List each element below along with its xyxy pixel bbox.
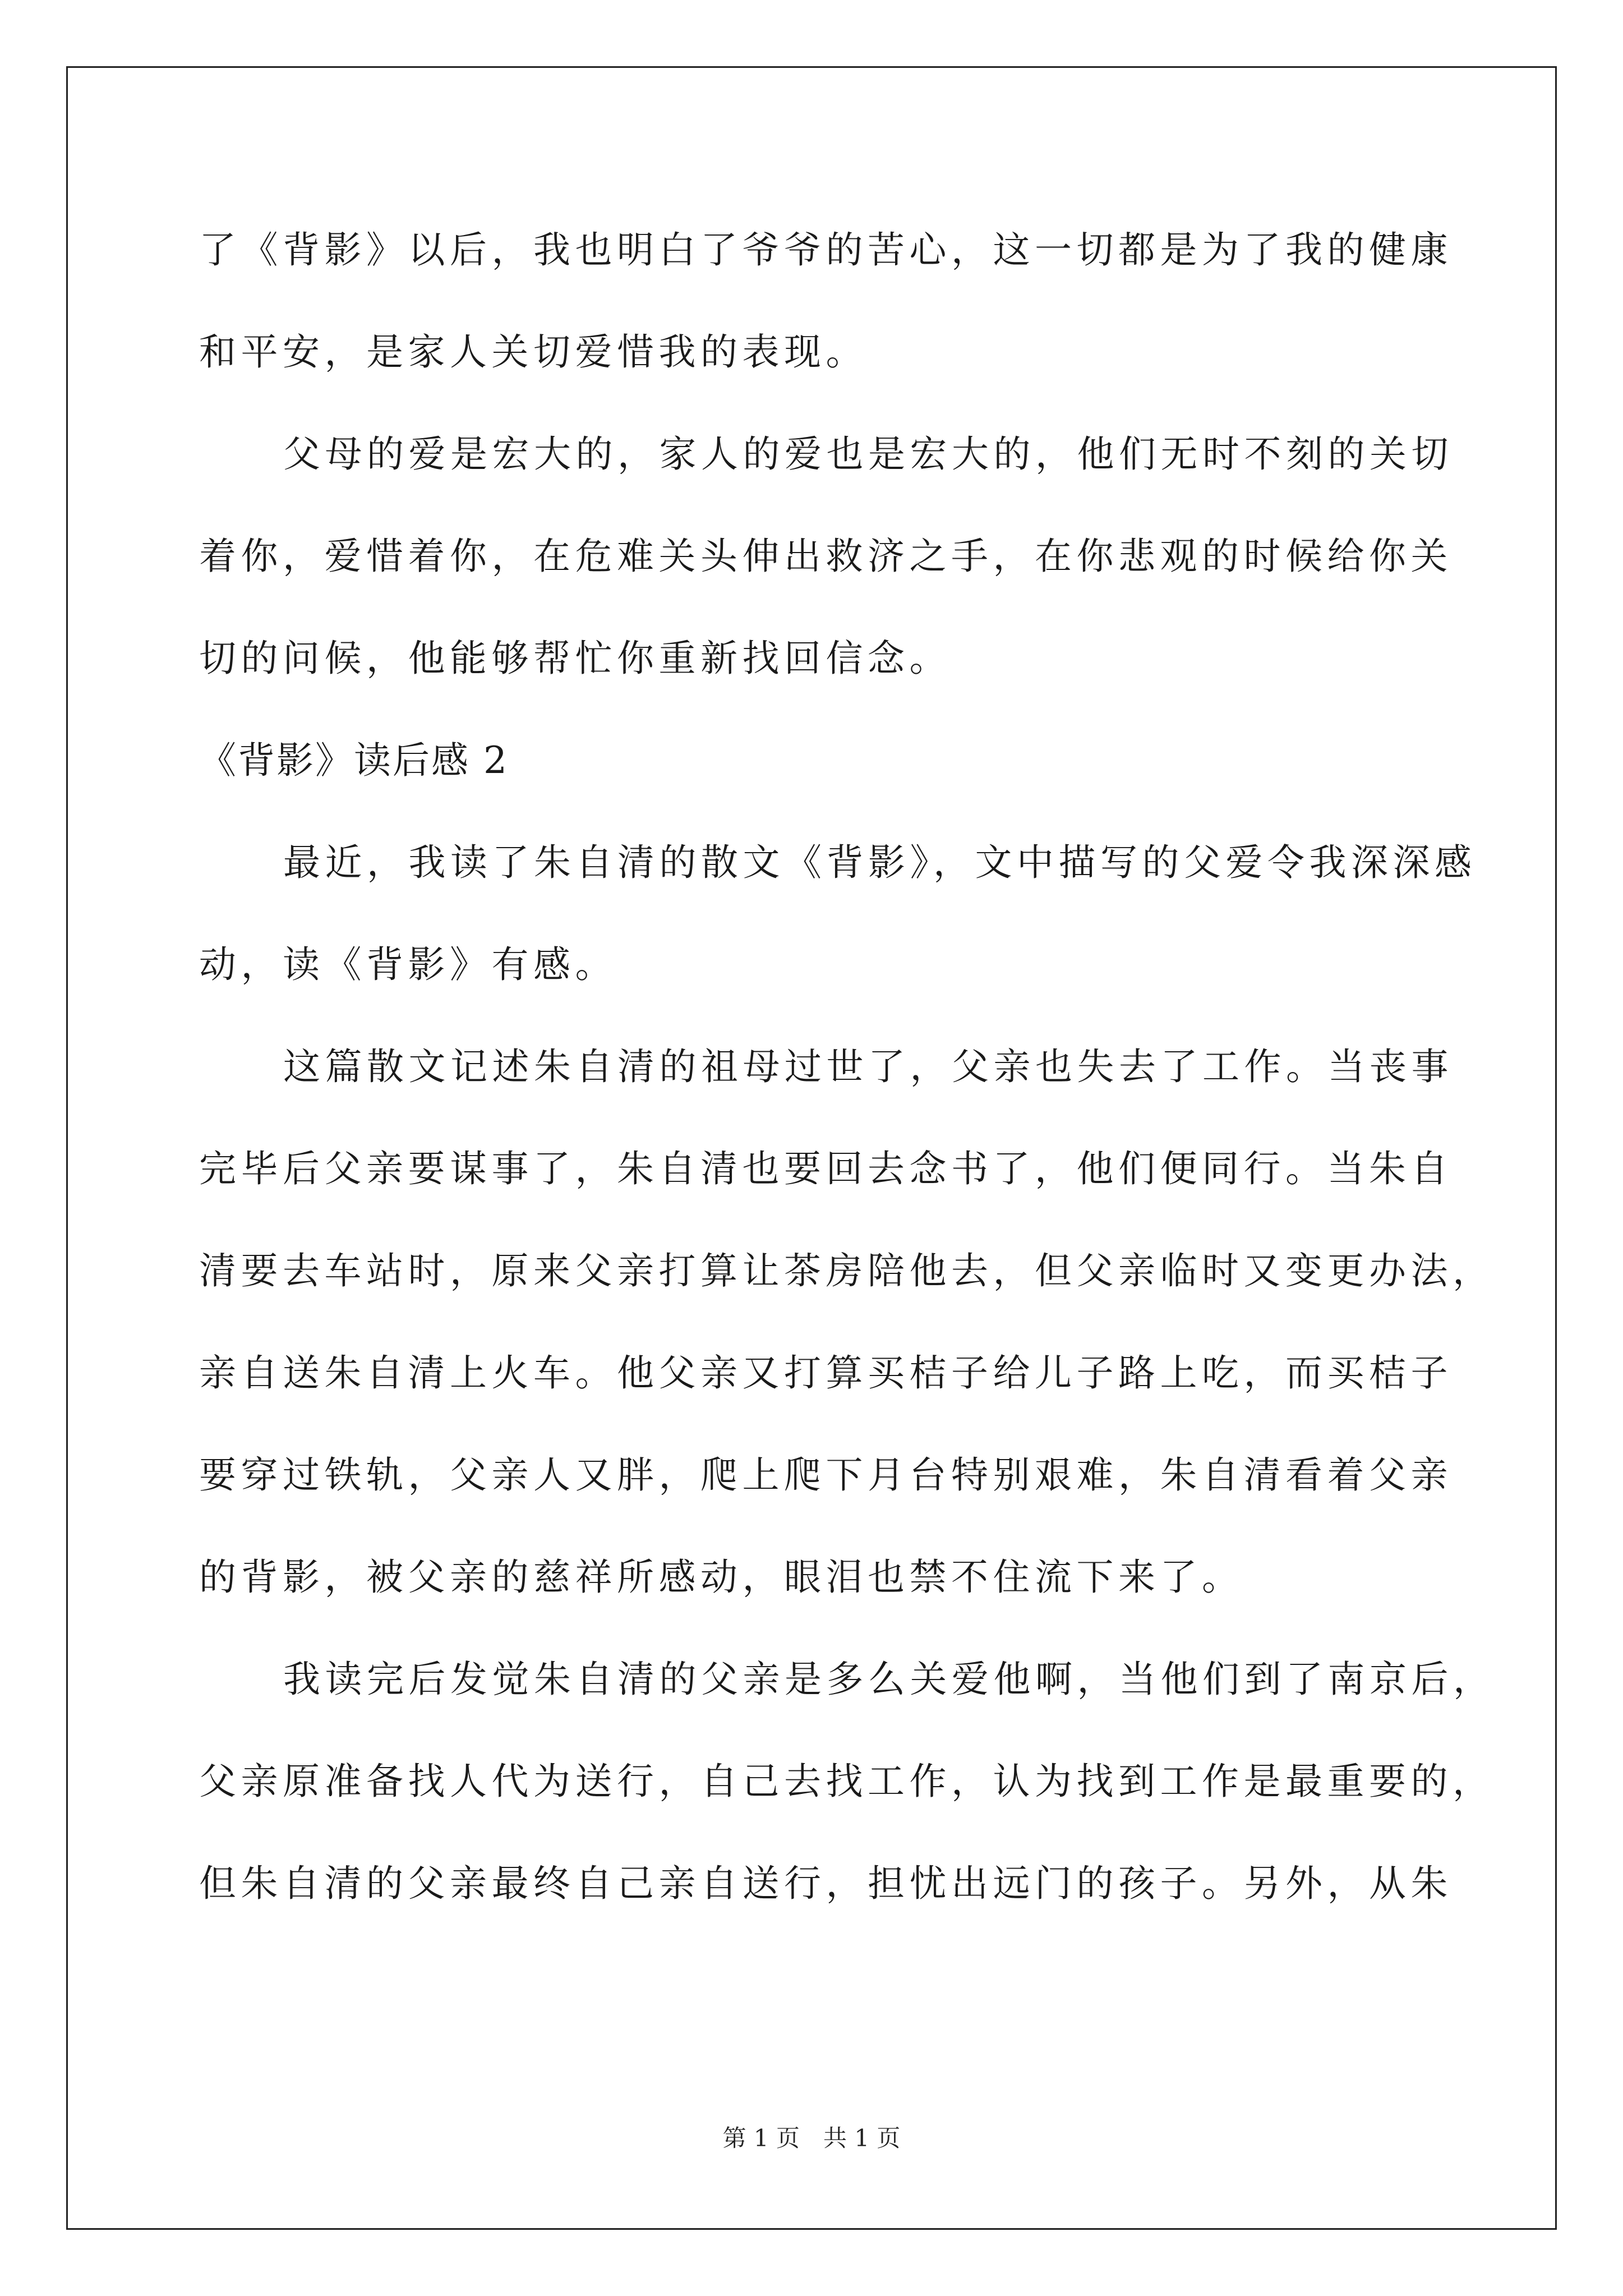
text-line: 父母的爱是宏大的，家人的爱也是宏大的，他们无时不刻的关切 (283, 432, 1453, 476)
section-heading (199, 724, 1433, 826)
text-line: 我读完后发觉朱自清的父亲是多么关爱他啊，当他们到了南京后， (283, 1658, 1495, 1701)
paragraph (199, 1030, 1495, 1642)
paragraph (199, 1642, 1495, 1949)
text-line: 但朱自清的父亲最终自己亲自送行，担忧出远门的孩子。另外，从朱 (199, 1862, 1453, 1905)
text-line: 最近，我读了朱自清的散文《背影》，文中描写的父爱令我深深感 (283, 841, 1477, 884)
text-line: 动，读《背影》有感。 (199, 943, 617, 986)
text-line: 这篇散文记述朱自清的祖母过世了，父亲也失去了工作。当丧事 (283, 1045, 1453, 1088)
text-line: 的背影，被父亲的慈祥所感动，眼泪也禁不住流下来了。 (199, 1556, 1244, 1599)
paragraph (199, 826, 1477, 1030)
text-line: 完毕后父亲要谋事了，朱自清也要回去念书了，他们便同行。当朱自 (199, 1147, 1453, 1190)
heading-text: 《背影》读后感 2 (199, 739, 509, 782)
text-line: 了《背影》以后，我也明白了爷爷的苦心，这一切都是为了我的健康 (199, 228, 1453, 272)
paragraph (199, 417, 1453, 724)
text-line: 清要去车站时，原来父亲打算让茶房陪他去，但父亲临时又变更办法， (199, 1249, 1495, 1292)
text-line: 和平安，是家人关切爱惜我的表现。 (199, 330, 868, 374)
text-line: 亲自送朱自清上火车。他父亲又打算买桔子给儿子路上吃，而买桔子 (199, 1351, 1453, 1395)
text-line: 父亲原准备找人代为送行，自己去找工作，认为找到工作是最重要的， (199, 1760, 1495, 1803)
paragraph (199, 213, 1453, 417)
document-body (199, 213, 1495, 1949)
text-line: 着你，爱惜着你，在危难关头伸出救济之手，在你悲观的时候给你关 (199, 535, 1453, 578)
page-footer: 第 1 页 共 1 页 (722, 2124, 901, 2152)
text-line: 切的问候，他能够帮忙你重新找回信念。 (199, 637, 951, 680)
text-line: 要穿过铁轨，父亲人又胖，爬上爬下月台特别艰难，朱自清看着父亲 (199, 1453, 1453, 1497)
